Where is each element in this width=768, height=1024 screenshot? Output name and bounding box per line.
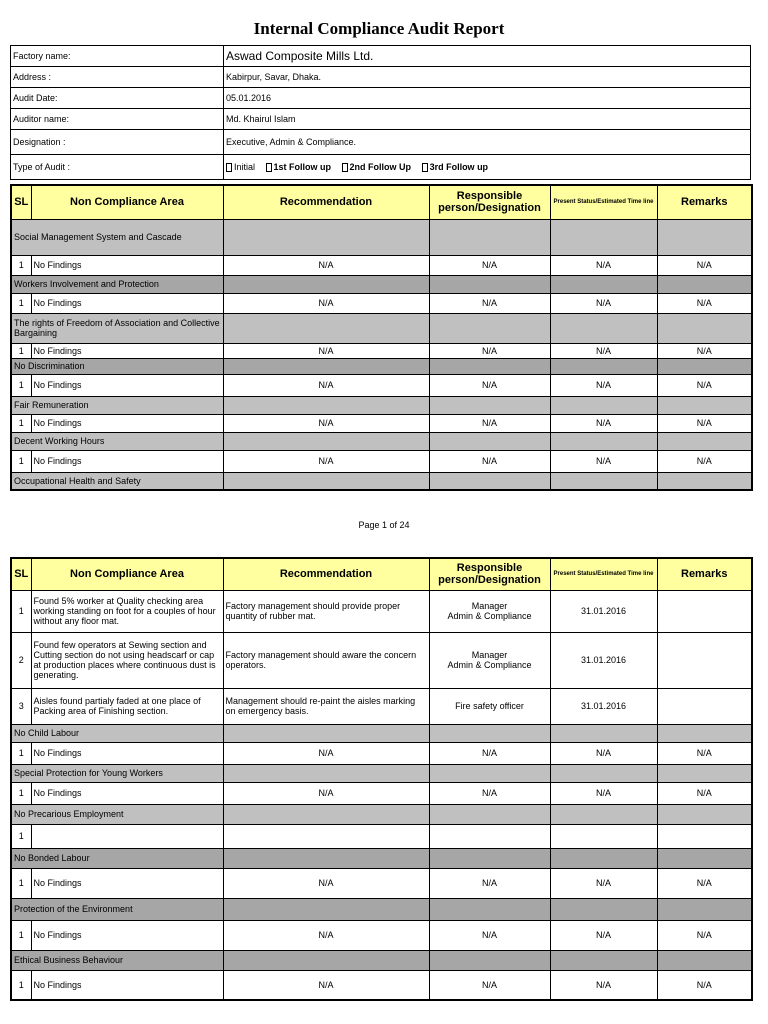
- table-cell: [223, 724, 429, 742]
- table-cell: [223, 848, 429, 868]
- designation-value: Executive, Admin & Compliance.: [224, 130, 751, 155]
- table-cell: N/A: [429, 742, 550, 764]
- table-cell: N/A: [550, 255, 657, 275]
- section-label: No Bonded Labour: [11, 848, 223, 868]
- table-cell: [429, 848, 550, 868]
- table-row: [11, 590, 752, 632]
- table-cell: [550, 764, 657, 782]
- table-cell: No Findings: [31, 374, 223, 396]
- table-cell: [429, 432, 550, 450]
- table-cell: N/A: [429, 920, 550, 950]
- section-label: Decent Working Hours: [11, 432, 223, 450]
- table-row: [11, 688, 752, 724]
- audit-type-label: Type of Audit :: [11, 155, 224, 180]
- table-cell: 1: [11, 450, 31, 472]
- info-table: [10, 45, 751, 180]
- table-cell: N/A: [657, 742, 752, 764]
- table-cell: N/A: [223, 343, 429, 358]
- table-cell: [429, 764, 550, 782]
- header-area: Non Compliance Area: [31, 558, 223, 590]
- option-third-follow-up[interactable]: 3rd Follow up: [422, 162, 489, 172]
- address-label: Address :: [11, 67, 224, 88]
- table-row: [11, 293, 752, 313]
- address-value: Kabirpur, Savar, Dhaka.: [224, 67, 751, 88]
- page-number: Page 1 of 24: [358, 520, 410, 530]
- table-cell: 1: [11, 255, 31, 275]
- table-cell: 1: [11, 824, 31, 848]
- table-row: [11, 343, 752, 358]
- table-cell: [223, 824, 429, 848]
- table-cell: N/A: [223, 255, 429, 275]
- section-label: Ethical Business Behaviour: [11, 950, 223, 970]
- table-cell: [657, 804, 752, 824]
- section-label: Social Management System and Cascade: [11, 219, 223, 255]
- table-cell: [429, 396, 550, 414]
- table-cell: Manager Admin & Compliance: [429, 590, 550, 632]
- table-cell: N/A: [429, 293, 550, 313]
- table-cell: 1: [11, 343, 31, 358]
- table-cell: N/A: [657, 343, 752, 358]
- table-cell: [31, 824, 223, 848]
- table-cell: 1: [11, 414, 31, 432]
- date-label: Audit Date:: [11, 88, 224, 109]
- table-cell: N/A: [223, 920, 429, 950]
- section-row: [11, 396, 752, 414]
- table-cell: N/A: [429, 374, 550, 396]
- table-cell: 1: [11, 742, 31, 764]
- table-cell: 1: [11, 970, 31, 1000]
- option-initial[interactable]: Initial: [226, 162, 255, 172]
- designation-label: Designation :: [11, 130, 224, 155]
- table-cell: N/A: [657, 920, 752, 950]
- table-cell: N/A: [657, 450, 752, 472]
- report-title: Internal Compliance Audit Report: [253, 19, 505, 38]
- table-cell: [657, 313, 752, 343]
- table-cell: [223, 275, 429, 293]
- table-cell: [657, 764, 752, 782]
- section-label: Protection of the Environment: [11, 898, 223, 920]
- table-cell: [657, 432, 752, 450]
- table-cell: No Findings: [31, 414, 223, 432]
- header-area: Non Compliance Area: [31, 185, 223, 219]
- table-cell: N/A: [550, 970, 657, 1000]
- table-cell: [657, 358, 752, 374]
- table-cell: [550, 824, 657, 848]
- table-cell: N/A: [657, 868, 752, 898]
- auditor-row: [11, 109, 751, 130]
- table-cell: 1: [11, 868, 31, 898]
- table-cell: [657, 590, 752, 632]
- header-status: Present Status/Estimated Time line: [550, 185, 657, 219]
- table-cell: [429, 804, 550, 824]
- table-row: [11, 255, 752, 275]
- table-cell: 1: [11, 374, 31, 396]
- table-cell: [550, 898, 657, 920]
- table-cell: [657, 724, 752, 742]
- table-cell: [550, 804, 657, 824]
- table-cell: [429, 358, 550, 374]
- section-row: [11, 275, 752, 293]
- table-cell: [550, 724, 657, 742]
- table-cell: N/A: [657, 970, 752, 1000]
- table-cell: N/A: [550, 782, 657, 804]
- table-cell: Factory management should aware the concern operators.: [223, 632, 429, 688]
- table-row: [11, 742, 752, 764]
- findings-table-page2: [10, 557, 753, 1001]
- table-cell: 3: [11, 688, 31, 724]
- table-cell: N/A: [223, 293, 429, 313]
- table-cell: N/A: [223, 374, 429, 396]
- table-cell: [223, 898, 429, 920]
- table-cell: [429, 275, 550, 293]
- header-remarks: Remarks: [657, 185, 752, 219]
- section-row: [11, 432, 752, 450]
- table-cell: N/A: [550, 920, 657, 950]
- table-cell: N/A: [550, 343, 657, 358]
- table-cell: [223, 472, 429, 490]
- checkbox-icon: [226, 163, 232, 172]
- section-label: Fair Remuneration: [11, 396, 223, 414]
- section-label: No Child Labour: [11, 724, 223, 742]
- table-cell: No Findings: [31, 450, 223, 472]
- table-cell: No Findings: [31, 343, 223, 358]
- table-cell: [550, 313, 657, 343]
- table-cell: [657, 275, 752, 293]
- factory-label: Factory name:: [11, 46, 224, 67]
- table-cell: [657, 950, 752, 970]
- table-cell: N/A: [429, 343, 550, 358]
- table-cell: N/A: [429, 255, 550, 275]
- section-row: [11, 313, 752, 343]
- header-sl: SL: [11, 558, 31, 590]
- header-row: [11, 558, 752, 590]
- audit-type-row: [11, 155, 751, 180]
- table-cell: N/A: [429, 868, 550, 898]
- audit-type-options: [224, 155, 751, 180]
- table-cell: [429, 824, 550, 848]
- table-cell: [657, 824, 752, 848]
- table-cell: [657, 898, 752, 920]
- table-row: [11, 374, 752, 396]
- table-cell: [657, 688, 752, 724]
- header-remarks: Remarks: [657, 558, 752, 590]
- findings-table-page1: [10, 184, 753, 491]
- table-cell: N/A: [657, 782, 752, 804]
- table-cell: [550, 219, 657, 255]
- section-label: The rights of Freedom of Association and Collective Bargaining: [11, 313, 223, 343]
- table-cell: [657, 472, 752, 490]
- table-cell: 31.01.2016: [550, 590, 657, 632]
- section-row: [11, 219, 752, 255]
- table-row: [11, 782, 752, 804]
- table-cell: [550, 472, 657, 490]
- table-cell: N/A: [429, 414, 550, 432]
- address-row: [11, 67, 751, 88]
- table-cell: Aisles found partialy faded at one place of Packing area of Finishing section.: [31, 688, 223, 724]
- table-cell: [550, 432, 657, 450]
- table-cell: Manager Admin & Compliance: [429, 632, 550, 688]
- table-cell: [550, 358, 657, 374]
- table-cell: N/A: [657, 414, 752, 432]
- table-cell: [223, 804, 429, 824]
- table-cell: [429, 898, 550, 920]
- section-row: [11, 472, 752, 490]
- table-cell: [429, 472, 550, 490]
- table-row: [11, 632, 752, 688]
- table-cell: 1: [11, 590, 31, 632]
- table-cell: [223, 313, 429, 343]
- table-cell: [657, 632, 752, 688]
- table-cell: [223, 432, 429, 450]
- table-cell: 2: [11, 632, 31, 688]
- header-recommendation: Recommendation: [223, 558, 429, 590]
- section-label: No Discrimination: [11, 358, 223, 374]
- table-cell: Factory management should provide proper quantity of rubber mat.: [223, 590, 429, 632]
- table-cell: 1: [11, 293, 31, 313]
- table-cell: N/A: [223, 450, 429, 472]
- section-row: [11, 848, 752, 868]
- table-cell: Fire safety officer: [429, 688, 550, 724]
- table-cell: 1: [11, 920, 31, 950]
- table-cell: No Findings: [31, 293, 223, 313]
- table-cell: [223, 396, 429, 414]
- table-row: [11, 970, 752, 1000]
- table-cell: No Findings: [31, 970, 223, 1000]
- section-label: Special Protection for Young Workers: [11, 764, 223, 782]
- designation-row: [11, 130, 751, 155]
- table-cell: No Findings: [31, 742, 223, 764]
- date-row: [11, 88, 751, 109]
- checkbox-icon: [342, 163, 348, 172]
- table-cell: N/A: [223, 970, 429, 1000]
- section-row: [11, 804, 752, 824]
- table-cell: [550, 950, 657, 970]
- table-cell: [429, 950, 550, 970]
- section-row: [11, 358, 752, 374]
- table-cell: N/A: [550, 450, 657, 472]
- option-first-follow-up[interactable]: 1st Follow up: [266, 162, 332, 172]
- section-row: [11, 764, 752, 782]
- table-row: [11, 414, 752, 432]
- table-cell: N/A: [550, 374, 657, 396]
- table-cell: N/A: [550, 293, 657, 313]
- table-cell: N/A: [657, 293, 752, 313]
- table-cell: N/A: [223, 782, 429, 804]
- table-cell: [429, 724, 550, 742]
- table-row: [11, 868, 752, 898]
- date-value: 05.01.2016: [224, 88, 751, 109]
- table-cell: [223, 219, 429, 255]
- section-row: [11, 950, 752, 970]
- factory-row: [11, 46, 751, 67]
- table-cell: No Findings: [31, 255, 223, 275]
- header-sl: SL: [11, 185, 31, 219]
- auditor-value: Md. Khairul Islam: [224, 109, 751, 130]
- table-cell: [429, 219, 550, 255]
- auditor-label: Auditor name:: [11, 109, 224, 130]
- section-label: No Precarious Employment: [11, 804, 223, 824]
- table-cell: N/A: [223, 414, 429, 432]
- table-cell: N/A: [429, 450, 550, 472]
- table-cell: [657, 396, 752, 414]
- table-cell: No Findings: [31, 868, 223, 898]
- table-cell: Management should re-paint the aisles marking on emergency basis.: [223, 688, 429, 724]
- section-row: [11, 724, 752, 742]
- table-cell: [223, 358, 429, 374]
- table-cell: N/A: [429, 782, 550, 804]
- factory-value: Aswad Composite Mills Ltd.: [224, 46, 751, 67]
- header-status: Present Status/Estimated Time line: [550, 558, 657, 590]
- header-responsible: Responsible person/Designation: [429, 185, 550, 219]
- table-cell: N/A: [550, 742, 657, 764]
- table-cell: [550, 275, 657, 293]
- table-row: [11, 450, 752, 472]
- table-cell: [429, 313, 550, 343]
- table-cell: N/A: [223, 868, 429, 898]
- table-cell: [657, 848, 752, 868]
- table-cell: [550, 848, 657, 868]
- section-row: [11, 898, 752, 920]
- table-cell: N/A: [657, 255, 752, 275]
- option-second-follow-up[interactable]: 2nd Follow Up: [342, 162, 412, 172]
- table-cell: Found few operators at Sewing section and Cutting section do not using headscarf or cap at production places where continuous dust is generating.: [31, 632, 223, 688]
- table-cell: [223, 950, 429, 970]
- table-row: [11, 920, 752, 950]
- table-cell: No Findings: [31, 782, 223, 804]
- table-cell: [550, 396, 657, 414]
- table-cell: [223, 764, 429, 782]
- checkbox-icon: [422, 163, 428, 172]
- header-responsible: Responsible person/Designation: [429, 558, 550, 590]
- table-row: [11, 824, 752, 848]
- section-label: Occupational Health and Safety: [11, 472, 223, 490]
- table-cell: N/A: [429, 970, 550, 1000]
- table-cell: 31.01.2016: [550, 688, 657, 724]
- table-cell: N/A: [657, 374, 752, 396]
- table-cell: N/A: [550, 868, 657, 898]
- table-cell: N/A: [223, 742, 429, 764]
- checkbox-icon: [266, 163, 272, 172]
- table-cell: No Findings: [31, 920, 223, 950]
- header-recommendation: Recommendation: [223, 185, 429, 219]
- header-row: [11, 185, 752, 219]
- section-label: Workers Involvement and Protection: [11, 275, 223, 293]
- table-cell: [657, 219, 752, 255]
- table-cell: 31.01.2016: [550, 632, 657, 688]
- table-cell: N/A: [550, 414, 657, 432]
- table-cell: Found 5% worker at Quality checking area working standing on foot for a couples of hour without any floor mat.: [31, 590, 223, 632]
- table-cell: 1: [11, 782, 31, 804]
